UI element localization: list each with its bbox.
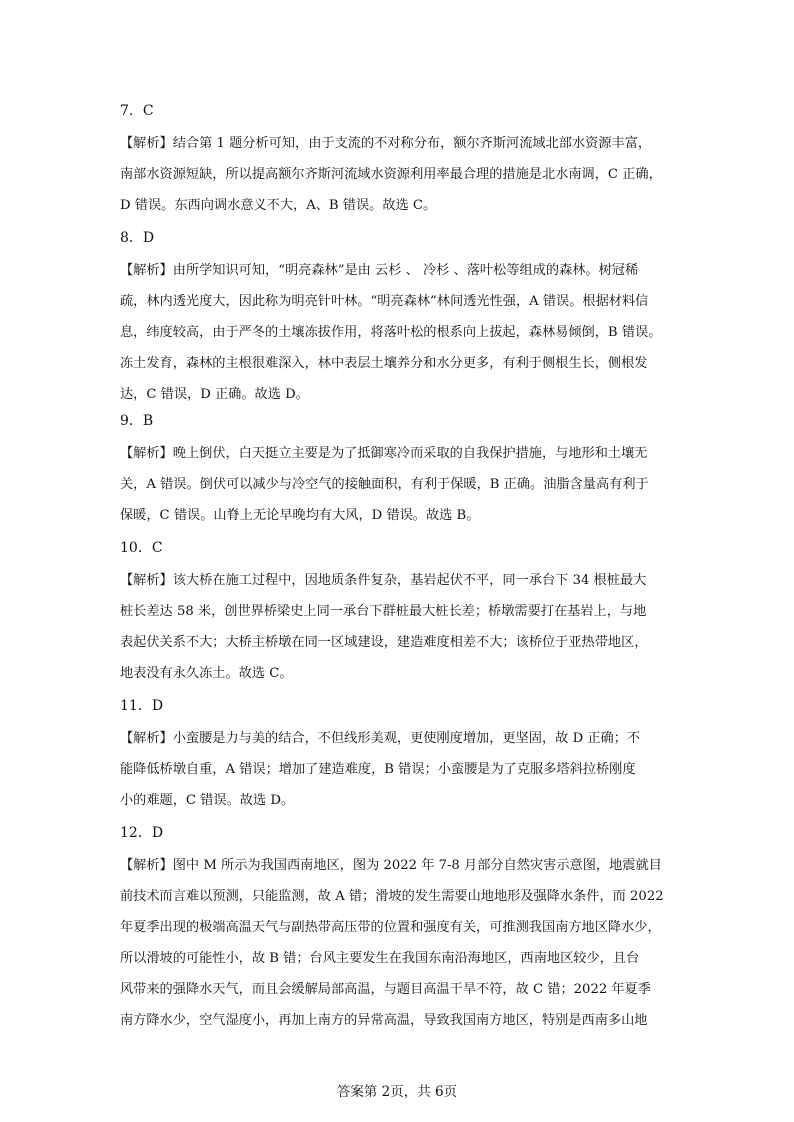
explanation-line: 【解析】图中 M 所示为我国西南地区，图为 2022 年 7-8 月部分自然灾害示意图，地震就目 [120,858,662,873]
explanation-line: 风带来的强降水天气，而且会缓解局部高温，与题目高温干旱不符，故 C 错；2022 年夏季 [120,982,651,997]
question-number: 7．C [120,103,154,119]
explanation-line: 桩长差达 58 米，创世界桥梁史上同一承台下群桩最大桩长差；桥墩需要打在基岩上，与地 [120,604,647,619]
question-number: 9．B [120,413,154,429]
explanation-line: 能降低桥墩自重，A 错误；增加了建造难度，B 错误；小蛮腰是为了克服多塔斜拉桥刚度 [120,762,636,777]
explanation-line: 保暖，C 错误。山脊上无论早晚均有大风，D 错误。故选 B。 [120,508,480,523]
explanation-line: 地表没有永久冻土。故选 C。 [120,666,293,681]
explanation [120,128,680,221]
explanation-line: 【解析】由所学知识可知，“明亮森林”是由 云杉 、 冷杉 、落叶松等组成的森林。树冠稀 [120,263,639,278]
explanation-line: D 错误。东西向调水意义不大，A、B 错误。故选 C。 [120,198,437,213]
explanation-line: 所以滑坡的可能性小，故 B 错；台风主要发生在我国东南沿海地区，西南地区较少，且台 [120,951,640,966]
answer-content [120,100,680,1036]
explanation-line: 年夏季出现的极端高温天气与副热带高压带的位置和强度有关，可推测我国南方地区降水少， [120,920,661,935]
explanation-line: 南方降水少，空气湿度小，再加上南方的异常高温，导致我国南方地区，特别是西南多山地 [120,1013,648,1028]
explanation [120,565,680,689]
explanation-line: 疏，林内透光度大，因此称为明亮针叶林。“明亮森林”林间透光性强，A 错误。根据材料信 [120,294,649,309]
question-12 [120,822,680,1036]
explanation-line: 南部水资源短缺，所以提高额尔齐斯河流域水资源利用率最合理的措施是北水南调，C 正确， [120,167,662,182]
explanation-line: 关，A 错误。倒伏可以减少与冷空气的接触面积，有利于保暖，B 正确。油脂含量高有利于 [120,477,649,492]
question-10 [120,537,680,689]
explanation-line: 息，纬度较高，由于严冬的土壤冻拔作用，将落叶松的根系向上拔起，森林易倾倒，B 错误。 [120,325,662,340]
question-7 [120,100,680,221]
explanation-line: 【解析】小蛮腰是力与美的结合，不但线形美观，更使刚度增加，更坚固，故 D 正确；不 [120,731,641,746]
explanation-line: 小的难题，C 错误。故选 D。 [120,793,295,808]
question-number: 11．D [120,698,164,714]
explanation [120,850,680,1036]
explanation-line: 冻土发育，森林的主根很难深入，林中表层土壤养分和水分更多，有利于侧根生长，侧根发 [120,356,648,371]
explanation-line: 前技术而言难以预测，只能监测，故 A 错；滑坡的发生需要山地地形及强降水条件，而 2022 [120,889,664,904]
explanation-line: 【解析】该大桥在施工过程中，因地质条件复杂，基岩起伏不平，同一承台下 34 根桩最大 [120,573,647,588]
question-11 [120,695,680,816]
explanation [120,255,680,410]
question-number: 12．D [120,825,164,841]
question-9 [120,410,680,531]
question-number: 8．D [120,230,155,246]
question-8 [120,227,680,410]
page-footer: 答案第 2页，共 6页 [336,1084,458,1100]
question-number: 10．C [120,540,163,556]
explanation-line: 达，C 错误，D 正确。故选 D。 [120,387,309,402]
explanation [120,438,680,531]
explanation [120,723,680,816]
explanation-line: 【解析】晚上倒伏，白天挺立主要是为了抵御寒冷而采取的自我保护措施，与地形和土壤无 [120,446,648,461]
explanation-line: 表起伏关系不大；大桥主桥墩在同一区域建设，建造难度相差不大；该桥位于亚热带地区， [120,635,648,650]
explanation-line: 【解析】结合第 1 题分析可知，由于支流的不对称分布，额尔齐斯河流域北部水资源丰富， [120,136,652,151]
